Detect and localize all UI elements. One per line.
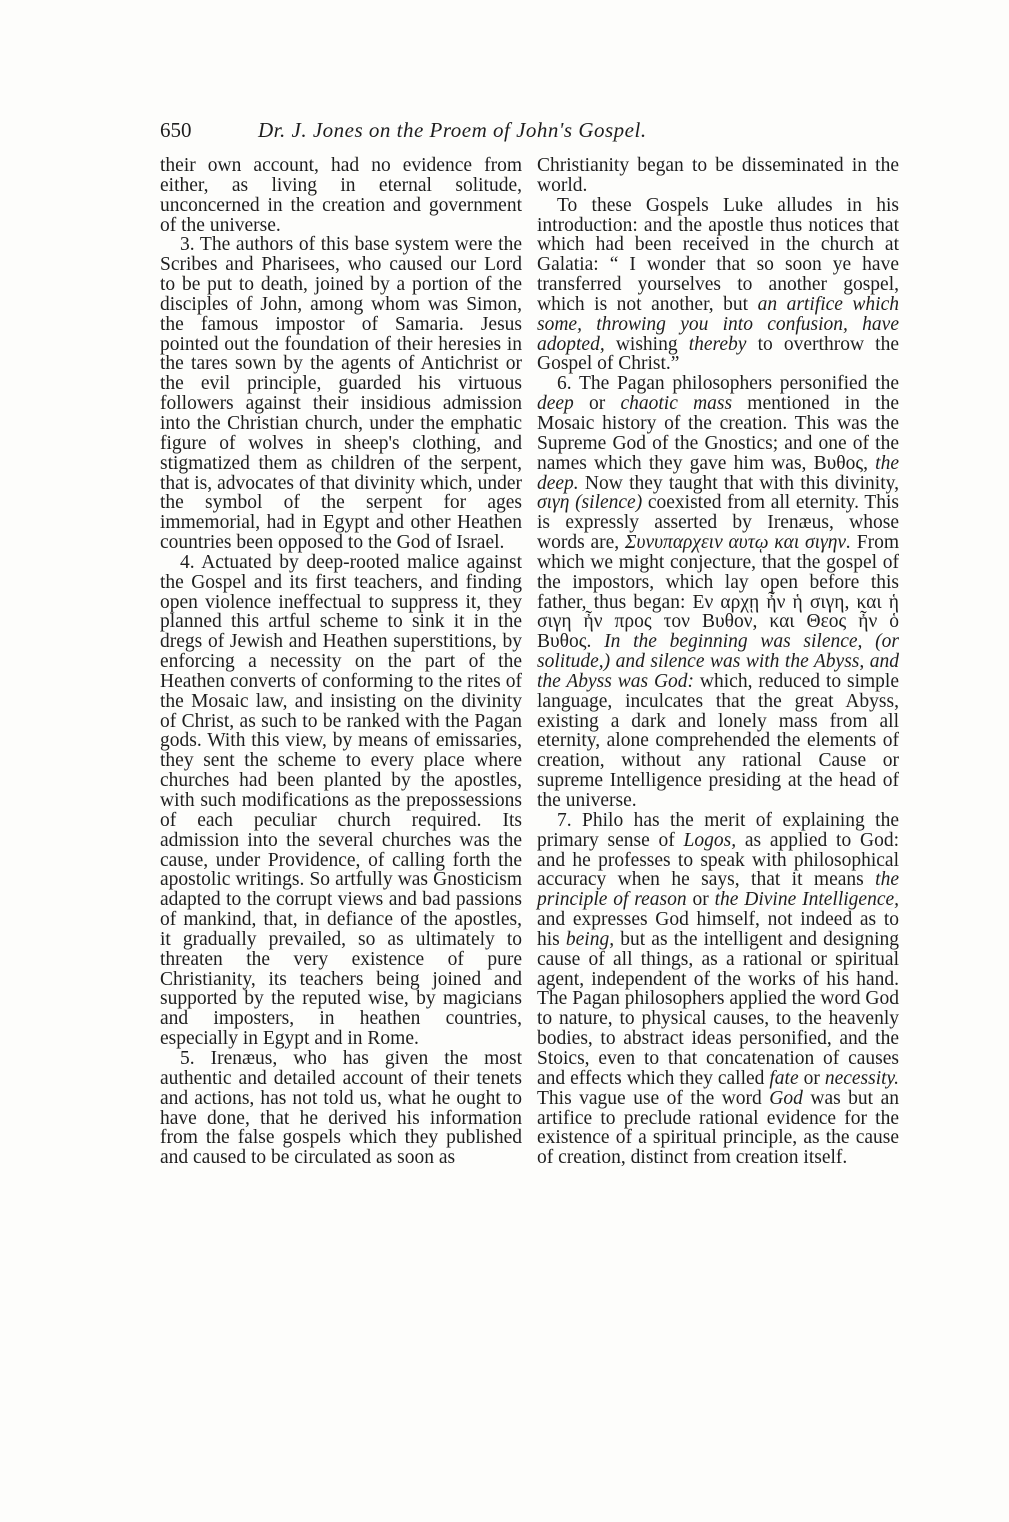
paragraph-7 xyxy=(537,811,899,1168)
text-run: and expresses God himself, not indeed as to his xyxy=(537,909,899,950)
page-header xyxy=(160,114,850,148)
greek-quote: Συνυπαρχειν αυτῳ και σιγην. xyxy=(624,532,851,554)
greek-quote: Εν αρχῃ ἦν ἡ σιγη, και ἡ σιγη ἦν προς τον Βυθον, και Θεος ἦν ὁ Βυθος. xyxy=(537,591,899,653)
italic-word: God xyxy=(769,1087,803,1109)
paragraph-6 xyxy=(537,374,899,811)
italic-phrase: (silence) xyxy=(569,492,643,514)
italic-word: Logos, xyxy=(683,829,737,851)
paragraph-galatians xyxy=(537,196,899,375)
italic-quote: an artifice which some, throwing you into confusion, have adopted, xyxy=(537,293,900,355)
paragraph-3: 3. The authors of this base system were the Scribes and Pharisees, who caused our Lord to be put to death, joined by a portion of the disciples of John, among whom was Simon, the famous impostor of Samaria. Jesus pointed out the foundation of their heresies in the tares sown by the agents of Antichrist or the evil principle, guarded his virtuous followers against their insidious admission into the Christian church, under the emphatic figure of wolves in sheep's clothing, and stigmatized them as children of the serpent, that is, advocates of that divinity which, under the symbol of the serpent for ages immemorial, had in Egypt and other Heathen countries been opposed to the God of Israel. xyxy=(160,234,522,554)
text-run: was but an artifice to preclude rational evidence for the existence of a spiritual principle, as the cause of creation, distinct from creation itself. xyxy=(537,1087,899,1169)
text-run: Now they taught that with this divinity, xyxy=(578,472,899,494)
text-run: or xyxy=(573,393,621,415)
italic-word: deep xyxy=(537,393,574,415)
text-run: or xyxy=(686,889,715,911)
text-run: 6. The Pagan philosophers personified the xyxy=(557,373,899,395)
text-run: mentioned in the Mosaic history of the creation. This was the Supreme God of the Gnostics; and one of the names which they gave him was, xyxy=(537,393,899,474)
text-run: or xyxy=(798,1067,825,1089)
text-run: coexisted from all eternity. This is expressly asserted by Irenæus, whose words are, xyxy=(537,492,899,554)
text-run: 7. Philo has the merit of explaining the primary sense of xyxy=(537,809,899,851)
text-run: To these Gospels Luke alludes in his introduction: and the apostle thus notices that which had been received in the church at Galatia: “ I wonder that so soon ye have transferred yourselves to another gospel, which is not another, but xyxy=(537,194,899,315)
italic-word: necessity. xyxy=(824,1067,899,1089)
paragraph-5-continued: Christianity began to be disseminated in the world. xyxy=(537,155,899,196)
text-run: which, reduced to simple language, inculcates that the great Abyss, existing a dark and lonely mass from all eternity, alone comprehended the elements of creation, without any rational Cause or supreme Intelligence presiding at the head of the universe. xyxy=(537,670,899,811)
text-run: as applied to God: and he professes to speak with philosophical accuracy when he says, that it means xyxy=(537,829,899,891)
italic-translation: In the beginning was silence, (or solitude,) and silence was with the Abyss, and the Abyss was God: xyxy=(537,631,899,692)
italic-word: being, xyxy=(565,928,615,950)
paragraph-continued: their own account, had no evidence from either, as living in eternal solitude, unconcerned in the creation and government of the universe. xyxy=(160,155,522,236)
paragraph-5: 5. Irenæus, who has given the most authentic and detailed account of their tenets and actions, has not told us, what he ought to have done, that he derived his information from the false gospels which they published and caused to be circulated as soon as xyxy=(160,1047,522,1169)
italic-word: fate xyxy=(769,1067,799,1089)
text-run: From which we might conjecture, that the gospel of the impostors, which lay open before this father, thus began: xyxy=(537,532,899,613)
text-run: to overthrow the Gospel of Christ.” xyxy=(537,333,899,375)
text-run: but as the intelligent and designing cause of all things, as a rational or spiritual agent, independent of the works of his hand. The Pagan philosophers applied the word God to nature, to physical causes, to the heavenly bodies, to abstract ideas personified, and the Stoics, even to that concatenation of causes and effects which they called xyxy=(537,928,899,1089)
italic-phrase: the deep. xyxy=(537,452,899,494)
left-column xyxy=(160,156,522,1168)
running-title: Dr. J. Jones on the Proem of John's Gospel. xyxy=(258,118,647,142)
text-run: wishing xyxy=(604,333,689,355)
italic-phrase: the Divine Intelligence, xyxy=(714,889,900,911)
italic-phrase: the principle of reason xyxy=(537,869,899,911)
italic-phrase: chaotic mass xyxy=(620,393,733,415)
italic-word: thereby xyxy=(688,333,747,355)
greek-word: σιγη xyxy=(537,492,570,514)
greek-word: Βυθος, xyxy=(813,452,868,474)
paragraph-4: 4. Actuated by deep-rooted malice against the Gospel and its first teachers, and finding open violence ineffectual to suppress it, they planned this artful scheme to sink it in the dregs of Jewish and Heathen superstitions, by enforcing a necessity on the part of the Heathen converts of conforming to the rites of the Mosaic law, and insisting on the divinity of Christ, as such to be ranked with the Pagan gods. With this view, by means of emissaries, they sent the scheme to every place where churches had been planted by the apostles, with such modifications as the prepossessions of each peculiar church required. Its admission into the several churches was the cause, under Providence, of calling forth the apostolic writings. So artfully was Gnosticism adapted to the corrupt views and bad passions of mankind, that, in defiance of the apostles, it gradually prevailed, so as ultimately to threaten the very existence of pure Christianity, its teachers being joined and supported by the reputed wise, by magicians and imposters, in heathen countries, especially in Egypt and in Rome. xyxy=(160,551,522,1050)
page-number: 650 xyxy=(160,118,192,142)
text-run: This vague use of the word xyxy=(537,1087,770,1109)
right-column xyxy=(537,156,899,1168)
